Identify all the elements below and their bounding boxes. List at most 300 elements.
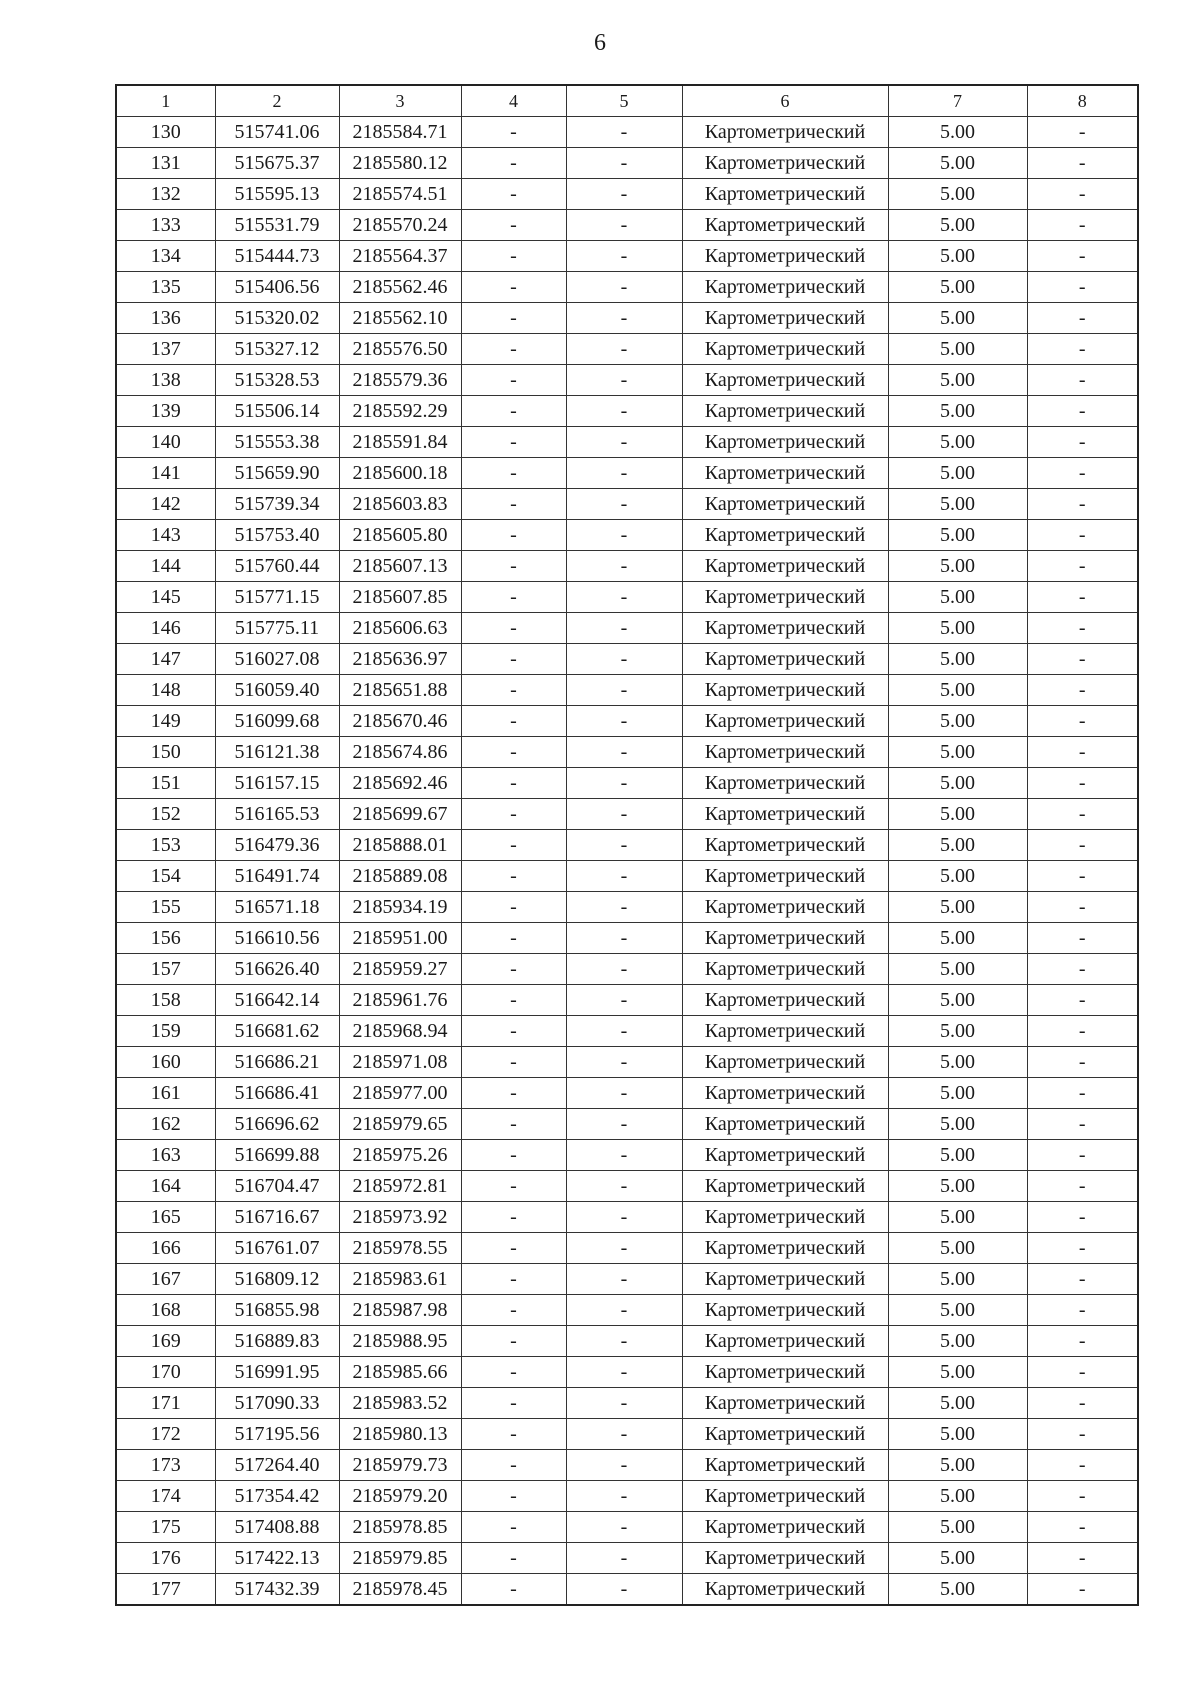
table-row [116, 613, 1138, 644]
col5-cell: - [566, 272, 682, 303]
accuracy-cell: 5.00 [888, 1388, 1027, 1419]
accuracy-cell: 5.00 [888, 1543, 1027, 1574]
col4-cell: - [461, 334, 566, 365]
col4-cell: - [461, 1450, 566, 1481]
y-coordinate-cell: 2185971.08 [339, 1047, 461, 1078]
table-row [116, 954, 1138, 985]
table-row [116, 830, 1138, 861]
col8-cell: - [1027, 1481, 1138, 1512]
x-coordinate-cell: 516699.88 [215, 1140, 339, 1171]
col5-cell: - [566, 768, 682, 799]
col4-cell: - [461, 1326, 566, 1357]
point-number-cell: 136 [116, 303, 215, 334]
point-number-cell: 159 [116, 1016, 215, 1047]
x-coordinate-cell: 516610.56 [215, 923, 339, 954]
point-number-cell: 150 [116, 737, 215, 768]
method-cell: Картометрический [682, 334, 888, 365]
col8-cell: - [1027, 1233, 1138, 1264]
method-cell: Картометрический [682, 613, 888, 644]
x-coordinate-cell: 516704.47 [215, 1171, 339, 1202]
col8-cell: - [1027, 985, 1138, 1016]
x-coordinate-cell: 515775.11 [215, 613, 339, 644]
accuracy-cell: 5.00 [888, 768, 1027, 799]
method-cell: Картометрический [682, 1264, 888, 1295]
method-cell: Картометрический [682, 1357, 888, 1388]
col5-cell: - [566, 1264, 682, 1295]
point-number-cell: 161 [116, 1078, 215, 1109]
point-number-cell: 176 [116, 1543, 215, 1574]
col5-cell: - [566, 1171, 682, 1202]
method-cell: Картометрический [682, 148, 888, 179]
y-coordinate-cell: 2185670.46 [339, 706, 461, 737]
accuracy-cell: 5.00 [888, 551, 1027, 582]
y-coordinate-cell: 2185605.80 [339, 520, 461, 551]
method-cell: Картометрический [682, 954, 888, 985]
point-number-cell: 132 [116, 179, 215, 210]
point-number-cell: 131 [116, 148, 215, 179]
col4-cell: - [461, 954, 566, 985]
point-number-cell: 171 [116, 1388, 215, 1419]
col8-cell: - [1027, 210, 1138, 241]
y-coordinate-cell: 2185988.95 [339, 1326, 461, 1357]
x-coordinate-cell: 516571.18 [215, 892, 339, 923]
col5-cell: - [566, 179, 682, 210]
page-number: 6 [594, 30, 606, 56]
col8-cell: - [1027, 1326, 1138, 1357]
y-coordinate-cell: 2185979.73 [339, 1450, 461, 1481]
table-row [116, 923, 1138, 954]
point-number-cell: 149 [116, 706, 215, 737]
col5-cell: - [566, 1419, 682, 1450]
col4-cell: - [461, 551, 566, 582]
table-row [116, 1419, 1138, 1450]
accuracy-cell: 5.00 [888, 582, 1027, 613]
column-header: 7 [888, 85, 1027, 117]
x-coordinate-cell: 516626.40 [215, 954, 339, 985]
accuracy-cell: 5.00 [888, 396, 1027, 427]
y-coordinate-cell: 2185980.13 [339, 1419, 461, 1450]
method-cell: Картометрический [682, 1233, 888, 1264]
point-number-cell: 130 [116, 117, 215, 148]
accuracy-cell: 5.00 [888, 1047, 1027, 1078]
accuracy-cell: 5.00 [888, 892, 1027, 923]
x-coordinate-cell: 516642.14 [215, 985, 339, 1016]
accuracy-cell: 5.00 [888, 1574, 1027, 1606]
method-cell: Картометрический [682, 861, 888, 892]
col8-cell: - [1027, 1140, 1138, 1171]
method-cell: Картометрический [682, 272, 888, 303]
accuracy-cell: 5.00 [888, 1264, 1027, 1295]
method-cell: Картометрический [682, 1574, 888, 1606]
method-cell: Картометрический [682, 179, 888, 210]
y-coordinate-cell: 2185968.94 [339, 1016, 461, 1047]
accuracy-cell: 5.00 [888, 427, 1027, 458]
accuracy-cell: 5.00 [888, 706, 1027, 737]
accuracy-cell: 5.00 [888, 1326, 1027, 1357]
col4-cell: - [461, 1047, 566, 1078]
accuracy-cell: 5.00 [888, 1202, 1027, 1233]
col5-cell: - [566, 1357, 682, 1388]
accuracy-cell: 5.00 [888, 489, 1027, 520]
y-coordinate-cell: 2185973.92 [339, 1202, 461, 1233]
method-cell: Картометрический [682, 1016, 888, 1047]
x-coordinate-cell: 516855.98 [215, 1295, 339, 1326]
col8-cell: - [1027, 148, 1138, 179]
point-number-cell: 146 [116, 613, 215, 644]
accuracy-cell: 5.00 [888, 210, 1027, 241]
x-coordinate-cell: 515675.37 [215, 148, 339, 179]
y-coordinate-cell: 2185603.83 [339, 489, 461, 520]
accuracy-cell: 5.00 [888, 1171, 1027, 1202]
x-coordinate-cell: 516686.21 [215, 1047, 339, 1078]
header-row [116, 85, 1138, 117]
col4-cell: - [461, 117, 566, 148]
x-coordinate-cell: 516491.74 [215, 861, 339, 892]
point-number-cell: 168 [116, 1295, 215, 1326]
table-row [116, 427, 1138, 458]
x-coordinate-cell: 516761.07 [215, 1233, 339, 1264]
column-header: 6 [682, 85, 888, 117]
y-coordinate-cell: 2185607.13 [339, 551, 461, 582]
y-coordinate-cell: 2185692.46 [339, 768, 461, 799]
x-coordinate-cell: 515531.79 [215, 210, 339, 241]
method-cell: Картометрический [682, 644, 888, 675]
accuracy-cell: 5.00 [888, 458, 1027, 489]
accuracy-cell: 5.00 [888, 334, 1027, 365]
x-coordinate-cell: 515753.40 [215, 520, 339, 551]
accuracy-cell: 5.00 [888, 241, 1027, 272]
col8-cell: - [1027, 1202, 1138, 1233]
x-coordinate-cell: 516809.12 [215, 1264, 339, 1295]
col4-cell: - [461, 1264, 566, 1295]
x-coordinate-cell: 515506.14 [215, 396, 339, 427]
point-number-cell: 142 [116, 489, 215, 520]
col8-cell: - [1027, 1419, 1138, 1450]
col5-cell: - [566, 985, 682, 1016]
col8-cell: - [1027, 489, 1138, 520]
column-header: 4 [461, 85, 566, 117]
point-number-cell: 164 [116, 1171, 215, 1202]
point-number-cell: 165 [116, 1202, 215, 1233]
table-row [116, 706, 1138, 737]
method-cell: Картометрический [682, 1047, 888, 1078]
col5-cell: - [566, 148, 682, 179]
accuracy-cell: 5.00 [888, 1481, 1027, 1512]
col8-cell: - [1027, 644, 1138, 675]
accuracy-cell: 5.00 [888, 954, 1027, 985]
method-cell: Картометрический [682, 1419, 888, 1450]
col8-cell: - [1027, 117, 1138, 148]
x-coordinate-cell: 516889.83 [215, 1326, 339, 1357]
method-cell: Картометрический [682, 241, 888, 272]
col5-cell: - [566, 210, 682, 241]
accuracy-cell: 5.00 [888, 1140, 1027, 1171]
col8-cell: - [1027, 923, 1138, 954]
y-coordinate-cell: 2185574.51 [339, 179, 461, 210]
point-number-cell: 166 [116, 1233, 215, 1264]
x-coordinate-cell: 517354.42 [215, 1481, 339, 1512]
point-number-cell: 170 [116, 1357, 215, 1388]
accuracy-cell: 5.00 [888, 1295, 1027, 1326]
table-row [116, 1078, 1138, 1109]
table-body [116, 117, 1138, 1606]
col4-cell: - [461, 1016, 566, 1047]
col4-cell: - [461, 1481, 566, 1512]
method-cell: Картометрический [682, 1326, 888, 1357]
x-coordinate-cell: 517422.13 [215, 1543, 339, 1574]
accuracy-cell: 5.00 [888, 303, 1027, 334]
col5-cell: - [566, 644, 682, 675]
y-coordinate-cell: 2185562.10 [339, 303, 461, 334]
col5-cell: - [566, 489, 682, 520]
y-coordinate-cell: 2185987.98 [339, 1295, 461, 1326]
x-coordinate-cell: 515771.15 [215, 582, 339, 613]
col4-cell: - [461, 427, 566, 458]
x-coordinate-cell: 516681.62 [215, 1016, 339, 1047]
col8-cell: - [1027, 1264, 1138, 1295]
accuracy-cell: 5.00 [888, 799, 1027, 830]
method-cell: Картометрический [682, 210, 888, 241]
col5-cell: - [566, 1326, 682, 1357]
column-header: 8 [1027, 85, 1138, 117]
x-coordinate-cell: 515760.44 [215, 551, 339, 582]
x-coordinate-cell: 516059.40 [215, 675, 339, 706]
column-header: 3 [339, 85, 461, 117]
y-coordinate-cell: 2185979.20 [339, 1481, 461, 1512]
x-coordinate-cell: 516479.36 [215, 830, 339, 861]
col8-cell: - [1027, 1512, 1138, 1543]
col5-cell: - [566, 1543, 682, 1574]
point-number-cell: 174 [116, 1481, 215, 1512]
y-coordinate-cell: 2185579.36 [339, 365, 461, 396]
col4-cell: - [461, 520, 566, 551]
table-row [116, 520, 1138, 551]
method-cell: Картометрический [682, 1388, 888, 1419]
col5-cell: - [566, 551, 682, 582]
col5-cell: - [566, 396, 682, 427]
col8-cell: - [1027, 1450, 1138, 1481]
y-coordinate-cell: 2185934.19 [339, 892, 461, 923]
table-row [116, 179, 1138, 210]
table-row [116, 1450, 1138, 1481]
table-row [116, 458, 1138, 489]
col8-cell: - [1027, 1016, 1138, 1047]
method-cell: Картометрический [682, 1202, 888, 1233]
point-number-cell: 137 [116, 334, 215, 365]
y-coordinate-cell: 2185972.81 [339, 1171, 461, 1202]
method-cell: Картометрический [682, 830, 888, 861]
method-cell: Картометрический [682, 551, 888, 582]
x-coordinate-cell: 515320.02 [215, 303, 339, 334]
col4-cell: - [461, 799, 566, 830]
x-coordinate-cell: 517090.33 [215, 1388, 339, 1419]
x-coordinate-cell: 515328.53 [215, 365, 339, 396]
col8-cell: - [1027, 737, 1138, 768]
table-row [116, 117, 1138, 148]
x-coordinate-cell: 515595.13 [215, 179, 339, 210]
col4-cell: - [461, 1109, 566, 1140]
col5-cell: - [566, 1047, 682, 1078]
table-row [116, 582, 1138, 613]
x-coordinate-cell: 517408.88 [215, 1512, 339, 1543]
y-coordinate-cell: 2185674.86 [339, 737, 461, 768]
col5-cell: - [566, 1388, 682, 1419]
col8-cell: - [1027, 303, 1138, 334]
col8-cell: - [1027, 954, 1138, 985]
col5-cell: - [566, 675, 682, 706]
col4-cell: - [461, 892, 566, 923]
point-number-cell: 141 [116, 458, 215, 489]
column-header: 5 [566, 85, 682, 117]
col5-cell: - [566, 1109, 682, 1140]
accuracy-cell: 5.00 [888, 1233, 1027, 1264]
accuracy-cell: 5.00 [888, 613, 1027, 644]
col8-cell: - [1027, 799, 1138, 830]
method-cell: Картометрический [682, 520, 888, 551]
col4-cell: - [461, 396, 566, 427]
col4-cell: - [461, 241, 566, 272]
table-row [116, 861, 1138, 892]
point-number-cell: 148 [116, 675, 215, 706]
y-coordinate-cell: 2185576.50 [339, 334, 461, 365]
col8-cell: - [1027, 334, 1138, 365]
col4-cell: - [461, 1574, 566, 1606]
y-coordinate-cell: 2185951.00 [339, 923, 461, 954]
table-row [116, 1543, 1138, 1574]
y-coordinate-cell: 2185979.65 [339, 1109, 461, 1140]
table-row [116, 1574, 1138, 1606]
method-cell: Картометрический [682, 1078, 888, 1109]
accuracy-cell: 5.00 [888, 1357, 1027, 1388]
table-row [116, 272, 1138, 303]
col4-cell: - [461, 489, 566, 520]
y-coordinate-cell: 2185979.85 [339, 1543, 461, 1574]
method-cell: Картометрический [682, 1543, 888, 1574]
y-coordinate-cell: 2185699.67 [339, 799, 461, 830]
y-coordinate-cell: 2185607.85 [339, 582, 461, 613]
col5-cell: - [566, 706, 682, 737]
x-coordinate-cell: 515741.06 [215, 117, 339, 148]
table-row [116, 1357, 1138, 1388]
col5-cell: - [566, 458, 682, 489]
col4-cell: - [461, 458, 566, 489]
x-coordinate-cell: 517432.39 [215, 1574, 339, 1606]
x-coordinate-cell: 515659.90 [215, 458, 339, 489]
col8-cell: - [1027, 1109, 1138, 1140]
col4-cell: - [461, 1140, 566, 1171]
point-number-cell: 167 [116, 1264, 215, 1295]
x-coordinate-cell: 517264.40 [215, 1450, 339, 1481]
x-coordinate-cell: 515739.34 [215, 489, 339, 520]
method-cell: Картометрический [682, 427, 888, 458]
y-coordinate-cell: 2185983.52 [339, 1388, 461, 1419]
accuracy-cell: 5.00 [888, 830, 1027, 861]
col5-cell: - [566, 117, 682, 148]
col4-cell: - [461, 923, 566, 954]
col8-cell: - [1027, 396, 1138, 427]
y-coordinate-cell: 2185562.46 [339, 272, 461, 303]
col4-cell: - [461, 365, 566, 396]
x-coordinate-cell: 516157.15 [215, 768, 339, 799]
col8-cell: - [1027, 706, 1138, 737]
col8-cell: - [1027, 1295, 1138, 1326]
col8-cell: - [1027, 458, 1138, 489]
col4-cell: - [461, 768, 566, 799]
accuracy-cell: 5.00 [888, 365, 1027, 396]
table-row [116, 365, 1138, 396]
col5-cell: - [566, 1140, 682, 1171]
col8-cell: - [1027, 582, 1138, 613]
col8-cell: - [1027, 365, 1138, 396]
col5-cell: - [566, 613, 682, 644]
method-cell: Картометрический [682, 303, 888, 334]
method-cell: Картометрический [682, 489, 888, 520]
point-number-cell: 145 [116, 582, 215, 613]
table-row [116, 1326, 1138, 1357]
col8-cell: - [1027, 1388, 1138, 1419]
col5-cell: - [566, 892, 682, 923]
accuracy-cell: 5.00 [888, 1078, 1027, 1109]
y-coordinate-cell: 2185606.63 [339, 613, 461, 644]
point-number-cell: 177 [116, 1574, 215, 1606]
method-cell: Картометрический [682, 892, 888, 923]
col5-cell: - [566, 520, 682, 551]
method-cell: Картометрический [682, 737, 888, 768]
point-number-cell: 154 [116, 861, 215, 892]
y-coordinate-cell: 2185591.84 [339, 427, 461, 458]
col4-cell: - [461, 1295, 566, 1326]
table-row [116, 1202, 1138, 1233]
column-header: 1 [116, 85, 215, 117]
x-coordinate-cell: 517195.56 [215, 1419, 339, 1450]
method-cell: Картометрический [682, 1450, 888, 1481]
table-row [116, 1109, 1138, 1140]
x-coordinate-cell: 516686.41 [215, 1078, 339, 1109]
accuracy-cell: 5.00 [888, 1512, 1027, 1543]
x-coordinate-cell: 516696.62 [215, 1109, 339, 1140]
col8-cell: - [1027, 1078, 1138, 1109]
method-cell: Картометрический [682, 365, 888, 396]
point-number-cell: 133 [116, 210, 215, 241]
y-coordinate-cell: 2185600.18 [339, 458, 461, 489]
x-coordinate-cell: 516099.68 [215, 706, 339, 737]
accuracy-cell: 5.00 [888, 1109, 1027, 1140]
method-cell: Картометрический [682, 1481, 888, 1512]
table-row [116, 489, 1138, 520]
col5-cell: - [566, 582, 682, 613]
y-coordinate-cell: 2185978.55 [339, 1233, 461, 1264]
table-row [116, 737, 1138, 768]
col4-cell: - [461, 1202, 566, 1233]
method-cell: Картометрический [682, 582, 888, 613]
col4-cell: - [461, 1233, 566, 1264]
col5-cell: - [566, 1233, 682, 1264]
accuracy-cell: 5.00 [888, 148, 1027, 179]
col4-cell: - [461, 830, 566, 861]
column-header: 2 [215, 85, 339, 117]
col8-cell: - [1027, 675, 1138, 706]
col5-cell: - [566, 1202, 682, 1233]
point-number-cell: 143 [116, 520, 215, 551]
point-number-cell: 152 [116, 799, 215, 830]
table-row [116, 768, 1138, 799]
table-row [116, 1388, 1138, 1419]
table-row [116, 1264, 1138, 1295]
col5-cell: - [566, 1512, 682, 1543]
table-row [116, 1295, 1138, 1326]
col4-cell: - [461, 1543, 566, 1574]
point-number-cell: 175 [116, 1512, 215, 1543]
